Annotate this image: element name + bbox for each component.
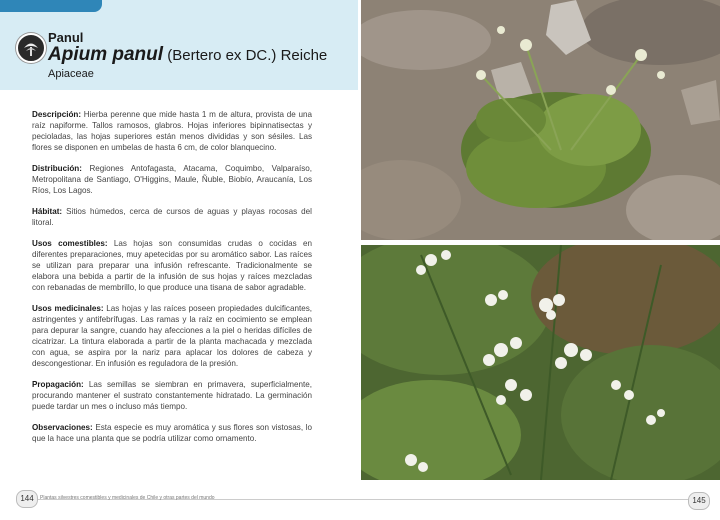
section-text: Las hojas son consumidas crudas o cocidas en diferentes preparaciones, muy apetecidas por su aromático sabor. Las raíces se utilizan para preparar una infusión refrescante. Tradicionalmente se elabora una bebida a partir de la infusión de sus hojas y raíces mezcladas con rebanadas de membrillo, lo que produce una tisana de sabor agradable. [32, 239, 312, 292]
section-edible-uses [32, 238, 312, 293]
common-name: Panul [48, 30, 84, 45]
section-text: Regiones Antofagasta, Atacama, Coquimbo, Valparaíso, Metropolitana de Santiago, O'Higgins, Maule, Ñuble, Biobío, Araucanía, Los Ríos, Los Lagos. [32, 164, 312, 195]
section-label: Usos comestibles: [32, 239, 108, 248]
section-label: Hábitat: [32, 207, 63, 216]
section-propagation [32, 379, 312, 412]
section-text: Sitios húmedos, cerca de cursos de aguas y playas rocosas del litoral. [32, 207, 312, 227]
species-description [32, 109, 312, 454]
section-medicinal-uses [32, 303, 312, 369]
section-label: Propagación: [32, 380, 84, 389]
section-label: Distribución: [32, 164, 82, 173]
section-text: Esta especie es muy aromática y sus flores son vistosas, lo que la hace una planta que se podría utilizar como ornamento. [32, 423, 312, 443]
araucaria-tree-icon [16, 33, 46, 63]
section-label: Descripción: [32, 110, 82, 119]
page-number-left: 144 [16, 490, 38, 508]
section-label: Observaciones: [32, 423, 93, 432]
section-description [32, 109, 312, 153]
plant-photo-habit [361, 0, 720, 240]
page-number-right: 145 [688, 492, 710, 510]
header-tab [0, 0, 102, 12]
section-text: Hierba perenne que mide hasta 1 m de altura, provista de una raíz napiforme. Tallos ramosos, glabros. Hojas inferiores bipinnatisectas y pecioladas, las hojas superiores están menos divididas y son sésiles. Las flores se disponen en umbelas de hasta 6 cm, de color blanquecino. [32, 110, 312, 152]
scientific-name [48, 44, 327, 66]
family-name: Apiaceae [48, 68, 94, 80]
section-text: Las semillas se siembran en primavera, superficialmente, procurando mantener el sustrato constantemente hidratado. La germinación puede tardar un mes o incluso más tiempo. [32, 380, 312, 411]
section-text: Las hojas y las raíces poseen propiedades dulcificantes, astringentes y antifebrífugas. Las ramas y la raíz en cocimiento se emplean para depurar la sangre, cuando hay afecciones a la piel o heridas difíciles de cicatrizar. La tintura elaborada a partir de la planta machacada y mezclada con agua, se aspira por la nariz para aplacar los dolores de cabeza y descongestionar. En infusión es reguladora de la presión. [32, 304, 312, 368]
plant-photo-flowers [361, 245, 720, 480]
book-title: Plantas silvestres comestibles y medicinales de Chile y otras partes del mundo [40, 495, 215, 501]
scientific-author: (Bertero ex DC.) Reiche [163, 47, 328, 64]
scientific-genus-species: Apium panul [48, 44, 164, 65]
section-habitat [32, 206, 312, 228]
section-label: Usos medicinales: [32, 304, 104, 313]
section-observations [32, 422, 312, 444]
section-distribution [32, 163, 312, 196]
